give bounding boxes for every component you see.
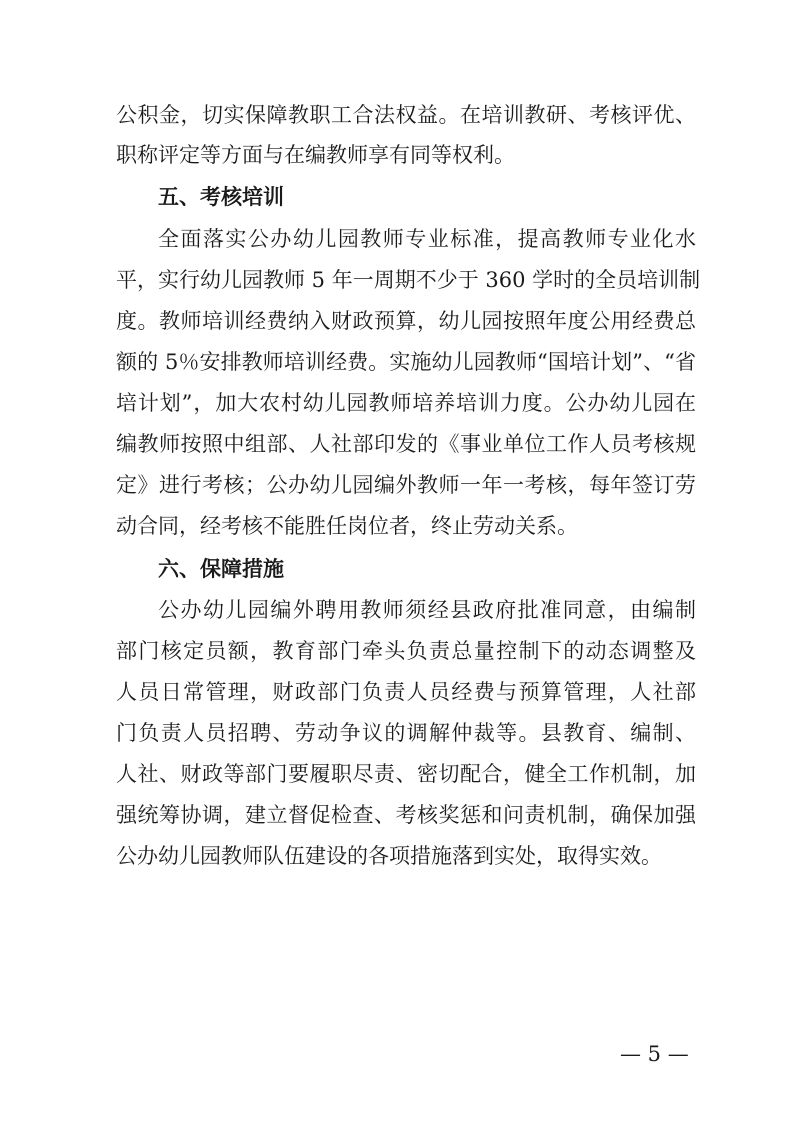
paragraph-2-line-5: 培计划”，加大农村幼儿园教师培养培训力度。公办幼儿园在 [116, 391, 696, 415]
paragraph-2-line-2: 平，实行幼儿园教师 5 年一周期不少于 360 学时的全员培训制 [116, 268, 701, 292]
paragraph-3-line-5: 人社、财政等部门要履职尽责、密切配合，健全工作机制，加 [116, 762, 696, 786]
paragraph-2-line-1: 全面落实公办幼儿园教师专业标准，提高教师专业化水 [158, 227, 696, 251]
paragraph-1-line-2: 职称评定等方面与在编教师享有同等权利。 [116, 143, 515, 167]
section-heading-5: 五、考核培训 [158, 185, 284, 209]
paragraph-2-line-3: 度。教师培训经费纳入财政预算，幼儿园按照年度公用经费总 [116, 309, 696, 333]
paragraph-1-line-1: 公积金，切实保障教职工合法权益。在培训教研、考核评优、 [116, 103, 696, 127]
paragraph-2-line-4: 额的 5％安排教师培训经费。实施幼儿园教师“国培计划”、“省 [116, 350, 696, 374]
paragraph-3-line-7: 公办幼儿园教师队伍建设的各项措施落到实处，取得实效。 [116, 844, 662, 868]
paragraph-3-line-4: 门负责人员招聘、劳动争议的调解仲裁等。县教育、编制、 [116, 721, 696, 745]
paragraph-3-line-2: 部门核定员额，教育部门牵头负责总量控制下的动态调整及 [116, 639, 696, 663]
paragraph-2-line-8: 动合同，经考核不能胜任岗位者，终止劳动关系。 [116, 514, 578, 538]
paragraph-2-line-6: 编教师按照中组部、人社部印发的《事业单位工作人员考核规 [116, 432, 696, 456]
paragraph-3-line-3: 人员日常管理，财政部门负责人员经费与预算管理，人社部 [116, 680, 696, 704]
paragraph-3-line-1: 公办幼儿园编外聘用教师须经县政府批准同意，由编制 [158, 598, 696, 622]
paragraph-3-line-6: 强统筹协调，建立督促检查、考核奖惩和问责机制，确保加强 [116, 803, 696, 827]
section-heading-6: 六、保障措施 [158, 557, 284, 581]
paragraph-2-line-7: 定》进行考核；公办幼儿园编外教师一年一考核，每年签订劳 [116, 473, 696, 497]
page-number: — 5 — [620, 1042, 689, 1066]
